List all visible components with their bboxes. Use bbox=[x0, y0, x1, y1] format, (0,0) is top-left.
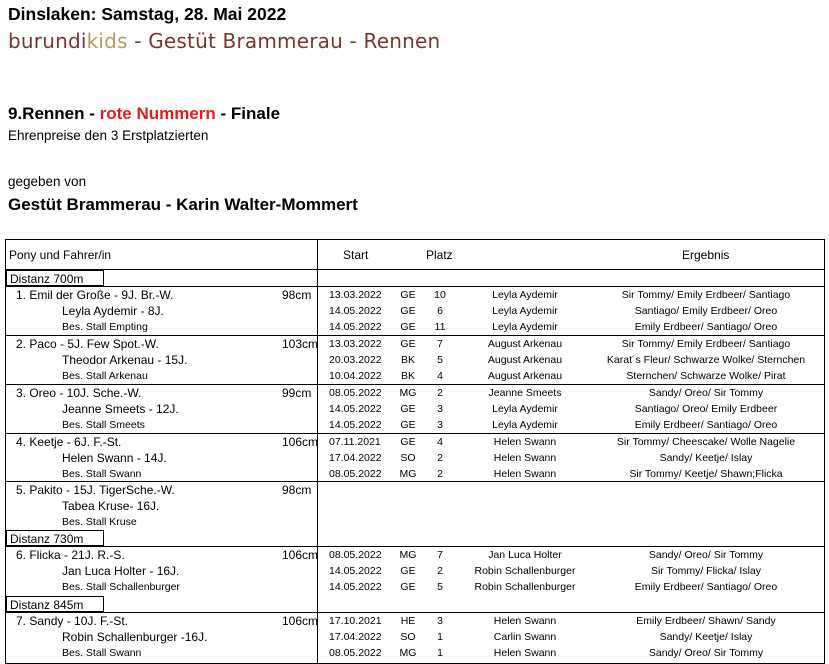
start-track: GE bbox=[400, 581, 416, 593]
start-track: GE bbox=[400, 321, 416, 333]
start-place: 3 bbox=[437, 403, 443, 415]
entry-divider bbox=[6, 481, 824, 482]
distance-divider bbox=[6, 286, 824, 287]
start-result: Sandy/ Keetje/ Islay bbox=[659, 452, 753, 464]
start-place: 1 bbox=[437, 647, 443, 659]
distance-label: Distanz 700m bbox=[6, 270, 104, 286]
start-place: 2 bbox=[437, 387, 443, 399]
start-track: SO bbox=[400, 631, 416, 643]
start-result: Sir Tommy/ Emily Erdbeer/ Santiago bbox=[621, 289, 791, 301]
entry-divider bbox=[6, 335, 824, 336]
stable-owner: Bes. Stall Smeets bbox=[62, 419, 145, 431]
start-date: 07.11.2021 bbox=[329, 436, 381, 448]
entry-divider bbox=[6, 384, 824, 385]
distance-divider bbox=[6, 612, 824, 613]
brand-kids: kids bbox=[86, 29, 128, 53]
start-track: GE bbox=[400, 338, 416, 350]
start-driver: Leyla Aydemir bbox=[492, 289, 558, 301]
start-driver: August Arkenau bbox=[487, 370, 563, 382]
start-track: BK bbox=[400, 370, 415, 382]
start-date: 10.04.2022 bbox=[329, 370, 382, 382]
start-place: 11 bbox=[434, 321, 446, 333]
column-divider bbox=[317, 240, 318, 663]
pony-name: 1. Emil der Große - 9J. Br.-W. bbox=[16, 288, 174, 302]
race-number: 9.Rennen - bbox=[8, 104, 100, 123]
race-category: rote Nummern bbox=[99, 104, 216, 123]
race-final: - Finale bbox=[215, 104, 281, 123]
header-divider bbox=[6, 269, 824, 270]
start-track: MG bbox=[399, 647, 417, 659]
start-result: Sandy/ Oreo/ Sir Tommy bbox=[648, 647, 764, 659]
stable-owner: Bes. Stall Schallenburger bbox=[62, 581, 180, 593]
start-place: 5 bbox=[437, 354, 443, 366]
start-driver: Robin Schallenburger bbox=[474, 581, 576, 593]
start-result: Sandy/ Oreo/ Sir Tommy bbox=[648, 387, 764, 399]
distance-label: Distanz 845m bbox=[6, 596, 104, 612]
start-date: 17.04.2022 bbox=[329, 452, 382, 464]
start-driver: Helen Swann bbox=[493, 615, 557, 627]
start-place: 3 bbox=[437, 419, 443, 431]
start-track: BK bbox=[400, 354, 415, 366]
start-driver: Helen Swann bbox=[493, 436, 557, 448]
brand-burundi: burundi bbox=[8, 29, 87, 53]
pony-height: 106cm bbox=[282, 435, 319, 449]
donor-name: Gestüt Brammerau - Karin Walter-Mommert bbox=[8, 195, 358, 214]
event-subtitle bbox=[8, 29, 440, 53]
start-driver: Jan Luca Holter bbox=[488, 549, 562, 561]
start-result: Sir Tommy/ Flicka/ Islay bbox=[650, 565, 762, 577]
driver-name: Jeanne Smeets - 12J. bbox=[62, 402, 179, 416]
start-date: 08.05.2022 bbox=[329, 549, 382, 561]
stable-owner: Bes. Stall Empting bbox=[62, 321, 148, 333]
pony-height: 99cm bbox=[282, 386, 312, 400]
stable-owner: Bes. Stall Arkenau bbox=[62, 370, 148, 382]
start-date: 08.05.2022 bbox=[329, 387, 382, 399]
prizes-note: Ehrenpreise den 3 Erstplatzierten bbox=[8, 128, 209, 143]
driver-name: Theodor Arkenau - 15J. bbox=[62, 353, 188, 367]
start-driver: Helen Swann bbox=[493, 452, 557, 464]
start-driver: Jeanne Smeets bbox=[488, 387, 562, 399]
start-driver: Helen Swann bbox=[493, 647, 557, 659]
start-place: 7 bbox=[437, 549, 443, 561]
start-result: Sir Tommy/ Emily Erdbeer/ Santiago bbox=[621, 338, 791, 350]
pony-name: 7. Sandy - 10J. F.-St. bbox=[16, 614, 129, 628]
start-track: MG bbox=[399, 468, 417, 480]
start-place: 6 bbox=[437, 305, 443, 317]
start-driver: Carlin Swann bbox=[493, 631, 557, 643]
stable-owner: Bes. Stall Swann bbox=[62, 468, 142, 480]
start-date: 14.05.2022 bbox=[329, 581, 382, 593]
start-place: 5 bbox=[437, 581, 443, 593]
pony-height: 98cm bbox=[282, 288, 312, 302]
distance-label: Distanz 730m bbox=[6, 530, 104, 546]
start-result: Santiago/ Emily Erdbeer/ Oreo bbox=[634, 305, 778, 317]
start-date: 20.03.2022 bbox=[329, 354, 382, 366]
driver-name: Helen Swann - 14J. bbox=[62, 451, 167, 465]
start-date: 14.05.2022 bbox=[329, 305, 382, 317]
page-title: Dinslaken: Samstag, 28. Mai 2022 bbox=[8, 4, 287, 24]
start-driver: August Arkenau bbox=[487, 338, 563, 350]
start-driver: Helen Swann bbox=[493, 468, 557, 480]
driver-name: Leyla Aydemir - 8J. bbox=[62, 304, 164, 318]
start-place: 3 bbox=[437, 615, 443, 627]
start-place: 4 bbox=[437, 436, 443, 448]
col-header-start: Start bbox=[343, 248, 369, 262]
pony-name: 6. Flicka - 21J. R.-S. bbox=[16, 548, 125, 562]
start-track: GE bbox=[400, 565, 416, 577]
start-date: 17.10.2021 bbox=[329, 615, 382, 627]
given-by-label: gegeben von bbox=[8, 174, 87, 189]
start-track: HE bbox=[400, 615, 416, 627]
start-result: Santiago/ Oreo/ Emily Erdbeer bbox=[634, 403, 778, 415]
start-result: Sandy/ Oreo/ Sir Tommy bbox=[648, 549, 764, 561]
entry-divider bbox=[6, 433, 824, 434]
start-result: Emily Erdbeer/ Shawn/ Sandy bbox=[636, 615, 776, 627]
start-result: Sir Tommy/ Keetje/ Shawn;Flicka bbox=[629, 468, 783, 480]
start-track: GE bbox=[400, 419, 416, 431]
start-result: Sternchen/ Schwarze Wolke/ Pirat bbox=[626, 370, 786, 382]
pony-height: 103cm bbox=[282, 337, 319, 351]
driver-name: Robin Schallenburger -16J. bbox=[62, 630, 208, 644]
start-driver: August Arkenau bbox=[487, 354, 563, 366]
start-track: GE bbox=[400, 289, 416, 301]
col-header-result: Ergebnis bbox=[682, 248, 730, 262]
distance-divider bbox=[6, 546, 824, 547]
pony-height: 106cm bbox=[282, 548, 319, 562]
start-date: 17.04.2022 bbox=[329, 631, 382, 643]
start-driver: Robin Schallenburger bbox=[474, 565, 576, 577]
start-result: Emily Erdbeer/ Santiago/ Oreo bbox=[634, 419, 778, 431]
start-result: Emily Erdbeer/ Santiago/ Oreo bbox=[634, 581, 778, 593]
stable-owner: Bes. Stall Swann bbox=[62, 647, 142, 659]
start-date: 08.05.2022 bbox=[329, 647, 382, 659]
pony-name: 2. Paco - 5J. Few Spot.-W. bbox=[16, 337, 159, 351]
start-place: 2 bbox=[437, 452, 443, 464]
pony-name: 3. Oreo - 10J. Sche.-W. bbox=[16, 386, 142, 400]
results-table bbox=[5, 239, 825, 664]
pony-name: 5. Pakito - 15J. TigerSche.-W. bbox=[16, 483, 175, 497]
start-place: 7 bbox=[437, 338, 443, 350]
subtitle-rest: - Gestüt Brammerau - Rennen bbox=[127, 29, 441, 53]
start-place: 2 bbox=[437, 565, 443, 577]
start-track: GE bbox=[400, 436, 416, 448]
stable-owner: Bes. Stall Kruse bbox=[62, 516, 137, 528]
pony-height: 98cm bbox=[282, 483, 312, 497]
start-place: 4 bbox=[437, 370, 443, 382]
race-title bbox=[8, 104, 280, 124]
start-track: SO bbox=[400, 452, 416, 464]
start-driver: Leyla Aydemir bbox=[492, 321, 558, 333]
start-place: 10 bbox=[434, 289, 446, 301]
pony-height: 106cm bbox=[282, 614, 319, 628]
start-date: 14.05.2022 bbox=[329, 403, 382, 415]
start-date: 14.05.2022 bbox=[329, 565, 382, 577]
start-date: 08.05.2022 bbox=[329, 468, 382, 480]
start-place: 2 bbox=[437, 468, 443, 480]
pony-name: 4. Keetje - 6J. F.-St. bbox=[16, 435, 122, 449]
start-date: 13.03.2022 bbox=[329, 289, 382, 301]
col-header-place: Platz bbox=[426, 248, 453, 262]
start-track: MG bbox=[399, 549, 417, 561]
start-result: Karat´s Fleur/ Schwarze Wolke/ Sternchen bbox=[606, 354, 806, 366]
start-driver: Leyla Aydemir bbox=[492, 305, 558, 317]
start-result: Emily Erdbeer/ Santiago/ Oreo bbox=[634, 321, 778, 333]
col-header-pony: Pony und Fahrer/in bbox=[9, 248, 112, 262]
start-track: GE bbox=[400, 403, 416, 415]
start-date: 14.05.2022 bbox=[329, 419, 382, 431]
start-date: 13.03.2022 bbox=[329, 338, 382, 350]
start-place: 1 bbox=[437, 631, 443, 643]
start-driver: Leyla Aydemir bbox=[492, 403, 558, 415]
driver-name: Tabea Kruse- 16J. bbox=[62, 499, 160, 513]
driver-name: Jan Luca Holter - 16J. bbox=[62, 564, 180, 578]
start-driver: Leyla Aydemir bbox=[492, 419, 558, 431]
start-result: Sandy/ Keetje/ Islay bbox=[659, 631, 753, 643]
start-track: GE bbox=[400, 305, 416, 317]
start-track: MG bbox=[399, 387, 417, 399]
start-date: 14.05.2022 bbox=[329, 321, 382, 333]
start-result: Sir Tommy/ Cheescake/ Wolle Nagelie bbox=[616, 436, 796, 448]
